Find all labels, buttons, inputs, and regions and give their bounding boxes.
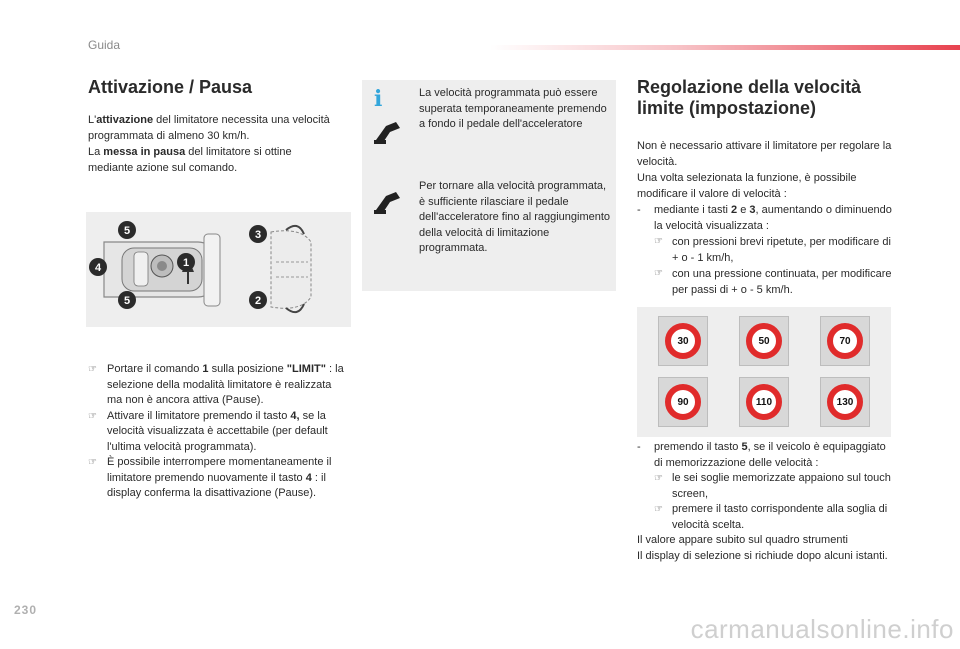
bold-term: 5 [741,441,748,453]
svg-text:2: 2 [254,295,262,307]
arrow-bullet-icon: ☞ [654,268,663,280]
text-span: , aumentando o diminuendo la velocità visualizzata : [654,204,892,233]
bold-term: 3 [749,204,756,217]
speed-limit-sign-icon: 90 [665,384,701,420]
text-span: con pressioni brevi ripetute, per modificare di + o - 1 km/h, [672,236,891,265]
arrow-bullet-icon: ☞ [654,236,663,248]
activation-para-2 [88,144,333,176]
speed-sign-panel [739,377,789,427]
arrow-bullet-icon: ☞ [88,364,97,375]
text-span: , se il veicolo è equipaggiato di memorizzazione delle velocità : [654,441,886,469]
arrow-bullet-icon: ☞ [654,473,663,484]
arrow-bullet-icon: ☞ [654,504,663,515]
steering-control-illustration [86,212,351,327]
bold-term: 4, [290,409,300,422]
bold-term: 2 [731,204,738,217]
accelerator-pedal-icon [372,118,404,146]
memory-outro-2: Il display di selezione si richiude dopo alcuni istanti. [637,549,888,562]
bold-term: messa in pausa [103,145,186,158]
speed-sign-panel [658,377,708,427]
activation-section [88,77,333,176]
bold-term: 1 [202,363,209,375]
bold-term: 4 [305,471,312,484]
text-span: sulla posizione [208,363,287,375]
speed-sign-panel [820,377,870,427]
watermark: carmanualsonline.info [690,614,954,644]
text-span: e [737,204,750,217]
setting-subitem [637,234,892,266]
bold-term: attivazione [96,113,154,126]
speed-sign-panel [820,316,870,366]
control-stalk-drawing [86,212,351,327]
speed-sign-panel [658,316,708,366]
info-box [362,80,616,291]
activation-steps [88,362,348,502]
marker-4 [89,258,107,276]
text-span: premendo il tasto [654,441,742,453]
text-span: del limitatore necessita una velocità programmata di almeno 30 km/h. [88,113,330,142]
arrow-bullet-icon: ☞ [88,410,97,422]
text-span: le sei soglie memorizzate appaiono sul touch screen, [672,472,891,500]
memory-outro-1: Il valore appare subito sul quadro strumenti [637,534,848,546]
bold-term: "LIMIT" [286,363,326,375]
speed-limit-sign-icon: 50 [746,323,782,359]
text-span: : il display conferma la disattivazione (Pause). [107,471,326,499]
text-span: La [88,145,104,158]
memory-section [637,440,892,564]
marker-2 [249,291,267,309]
svg-text:3: 3 [254,229,262,241]
accelerator-release-icon [372,188,404,216]
memory-item [637,440,892,471]
speed-sign-panel [739,316,789,366]
step-item [88,409,348,456]
activation-para-1 [88,112,333,144]
speed-signs-illustration [637,307,891,437]
text-span: con una pressione continuata, per modificare per passi di + o - 5 km/h. [672,268,892,297]
svg-text:5: 5 [123,295,131,307]
speed-limit-sign-icon: 130 [827,384,863,420]
text-span: premere il tasto corrispondente alla soglia di velocità scelta. [672,503,888,531]
text-span: mediante i tasti [654,204,732,217]
setting-title: Regolazione della velocità limite (impostazione) [637,77,862,118]
header-divider [490,45,960,50]
text-span: L' [88,113,97,126]
svg-text:1: 1 [182,257,190,269]
speed-limit-sign-icon: 70 [827,323,863,359]
step-item [88,455,348,502]
memory-subitem [637,471,892,502]
text-span: se la velocità visualizzata è accettabile (per default l'ultima velocità programmata). [107,409,328,453]
marker-5-bottom [118,291,136,309]
svg-text:5: 5 [123,225,131,237]
speed-limit-sign-icon: 30 [665,323,701,359]
marker-5-top [118,221,136,239]
text-span: Portare il comando [107,363,203,375]
text-span: : la selezione della modalità limitatore è realizzata ma non è ancora attiva (Pause). [107,363,344,406]
svg-text:4: 4 [94,262,102,274]
dash-mark: - [637,204,641,217]
text-span: È possibile interrompere momentaneamente il limitatore premendo nuovamente il tasto [107,456,332,484]
setting-intro-1: Non è necessario attivare il limitatore per regolare la velocità. [637,140,892,169]
step-item [88,362,348,409]
memory-subitem [637,502,892,533]
text-span: del limitatore si ottine mediante azione sul comando. [88,145,292,174]
marker-1 [177,253,195,271]
marker-3 [249,225,267,243]
speed-limit-sign-icon: 110 [746,384,782,420]
setting-section [637,77,892,298]
info-icon: i [374,86,383,112]
setting-intro-2: Una volta selezionata la funzione, è possibile modificare il valore di velocità : [637,172,857,201]
info-text-2: Per tornare alla velocità programmata, è sufficiente rilasciare il pedale dell'acceleratore fino al raggiungimento della velocità di limitazione programmata. [419,180,611,254]
setting-item-keys [637,202,892,234]
page-number: 230 [14,603,38,617]
info-text-1: La velocità programmata può essere superata temporaneamente premendo a fondo il pedale dell'acceleratore [419,87,607,130]
text-span: Attivare il limitatore premendo il tasto [107,409,291,422]
section-title: Guida [88,38,121,52]
setting-subitem [637,266,892,298]
arrow-bullet-icon: ☞ [88,457,97,468]
dash-mark: - [637,441,641,453]
activation-title: Attivazione / Pausa [88,77,253,97]
